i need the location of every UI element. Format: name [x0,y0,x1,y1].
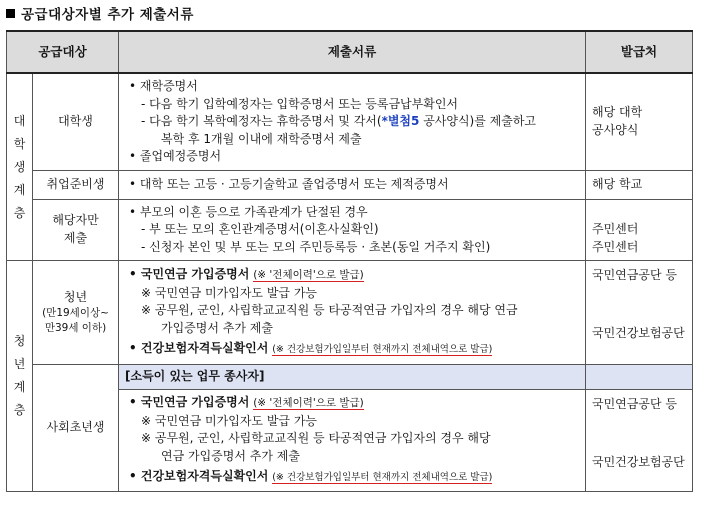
row-label-newcomer: 사회초년생 [33,365,119,492]
doc-line: • 졸업예정증명서 [129,149,222,163]
group-university [7,73,33,261]
docs-eligible [119,199,586,261]
issuer-student: 해당 대학 공사양식 [586,73,693,170]
row-label-young: 청년 (만19세이상~ 만39세 이하) [33,261,119,365]
table-row-eligible [7,199,693,261]
doc-line: • 부모의 이혼 등으로 가족관계가 단절된 경우 [129,204,368,219]
doc-line: ※ 공무원, 군인, 사립학교교직원 등 타공적연금 가입자의 경우 해당 연금 [141,303,518,318]
issuer-jobseeker: 해당 학교 [586,170,693,199]
group-label-char: 계 [13,380,26,394]
issuer-newcomer: 국민연금공단 등 국민건강보험공단 [586,390,693,492]
doc-line: ※ 국민연금 미가입자도 발급 가능 [141,413,318,428]
page-title-text: 공급대상자별 추가 제출서류 [21,7,194,23]
documents-table [6,30,693,492]
doc-line: • 재학증명서 [129,79,198,93]
group-youth [7,261,33,492]
doc-line: 연금 가입증명서 추가 제출 [161,448,300,463]
issuer-young: 국민연금공단 등 국민건강보험공단 [586,261,693,365]
doc-line: • 건강보험자격득실확인서 (※ 건강보험가입일부터 현재까지 전체내역으로 발급) [129,469,493,484]
income-bar-empty [586,365,693,390]
group-label-char: 학 [13,136,26,151]
doc-line: 복학 후 1개월 이내에 재학증명서 제출 [161,131,362,146]
group-label-char: 대 [13,113,26,128]
doc-line: - 다음 학기 입학예정자는 입학증명서 또는 등록금납부확인서 [141,96,459,111]
group-label-char: 년 [13,357,26,371]
docs-student [119,73,586,170]
income-worker-bar: [소득이 있는 업무 종사자] [119,365,586,390]
square-bullet-icon [6,9,15,18]
doc-line: ※ 국민연금 미가입자도 발급 가능 [141,285,318,300]
docs-young [119,261,586,365]
row-label-eligible: 해당자만 제출 [33,199,119,261]
table-row-student [7,73,693,170]
header-target: 공급대상 [7,31,119,73]
header-docs: 제출서류 [119,31,586,73]
doc-line: ※ 공무원, 군인, 사립학교교직원 등 타공적연금 가입자의 경우 해당 [141,431,491,446]
group-label-char: 청 [13,334,26,348]
table-row-income-bar [7,365,693,390]
row-label-student: 대학생 [33,73,119,170]
doc-line: • 국민연금 가입증명서 (※ '전체이력'으로 발급) [129,395,364,410]
page-title [6,3,194,23]
row-label-jobseeker: 취업준비생 [33,170,119,199]
table-header-row [7,31,693,73]
doc-line: 가입증명서 추가 제출 [161,320,273,335]
header-issuer: 발급처 [586,31,693,73]
table-row-jobseeker [7,170,693,199]
issuer-eligible: 주민센터 주민센터 [586,199,693,261]
table-row-young [7,261,693,365]
group-label-char: 생 [13,159,26,174]
doc-line: • 건강보험자격득실확인서 (※ 건강보험가입일부터 현재까지 전체내역으로 발급) [129,341,493,356]
group-label-char: 층 [13,403,26,417]
group-label-char: 층 [13,205,26,220]
doc-line: - 다음 학기 복학예정자는 휴학증명서 및 각서(*별첨5 공사양식)를 제출하고 [141,114,537,128]
group-label-char: 계 [13,182,26,197]
docs-newcomer [119,390,586,492]
doc-line: • 국민연금 가입증명서 (※ '전체이력'으로 발급) [129,267,364,282]
docs-jobseeker: • 대학 또는 고등 · 고등기술학교 졸업증명서 또는 제적증명서 [119,170,586,199]
doc-line: - 부 또는 모의 혼인관계증명서(이혼사실확인) [141,222,379,236]
doc-line: - 신청자 본인 및 부 또는 모의 주민등록등 · 초본(동일 거주지 확인) [141,239,491,254]
